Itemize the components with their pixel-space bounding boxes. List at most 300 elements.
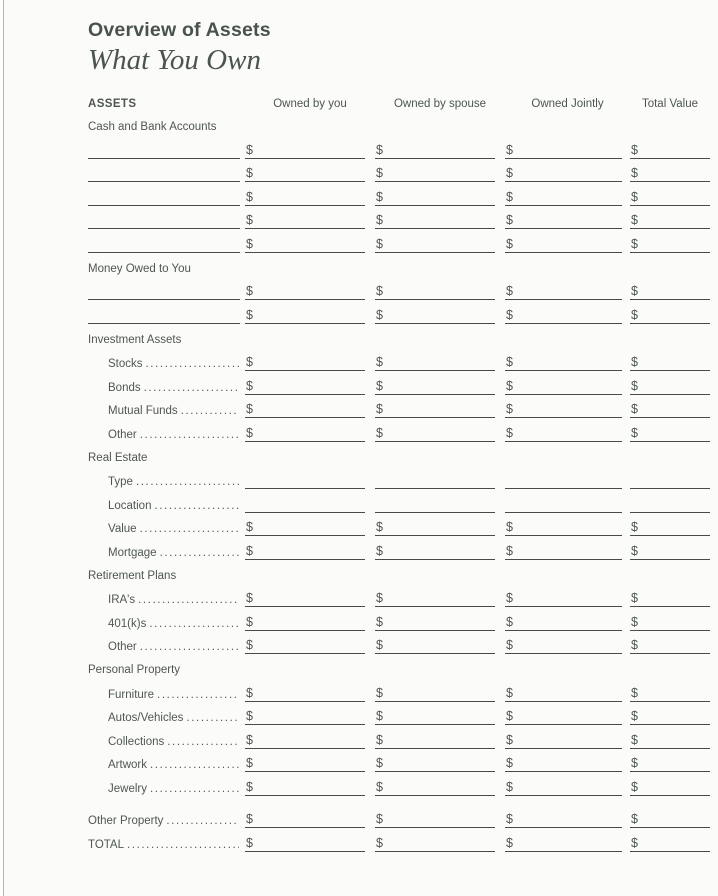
row-label-text: Mutual Funds — [108, 405, 178, 417]
dotted-leader — [166, 815, 239, 827]
form-section — [88, 805, 710, 852]
dollar-sign: $ — [506, 166, 513, 180]
dotted-leader — [160, 547, 239, 559]
dollar-sign: $ — [376, 543, 383, 558]
amount-field[interactable] — [505, 776, 622, 796]
amount-field[interactable] — [375, 808, 495, 828]
table-row — [88, 418, 710, 442]
dollar-sign: $ — [376, 307, 383, 322]
amount-field[interactable] — [505, 186, 622, 206]
form-section — [88, 333, 710, 442]
dotted-leader — [181, 405, 239, 417]
dollar-sign: $ — [631, 709, 638, 723]
row-label — [88, 618, 245, 631]
dollar-sign: $ — [246, 779, 253, 794]
amount-field[interactable] — [505, 351, 622, 371]
form-section — [88, 262, 710, 324]
row-label — [88, 523, 245, 536]
amount-field[interactable] — [630, 422, 710, 442]
dollar-sign: $ — [506, 732, 513, 747]
table-row — [88, 182, 710, 206]
table-row — [88, 206, 710, 230]
entry-field[interactable] — [245, 469, 365, 489]
dotted-leader — [150, 783, 239, 795]
dollar-sign: $ — [376, 284, 383, 298]
row-label — [88, 712, 245, 725]
amount-field[interactable] — [630, 162, 710, 182]
amount-field[interactable] — [630, 587, 710, 607]
row-label-text: Stocks — [108, 358, 143, 370]
amount-field[interactable] — [245, 729, 365, 749]
table-row — [88, 678, 710, 702]
amount-field[interactable] — [375, 587, 495, 607]
dollar-sign: $ — [631, 378, 638, 393]
amount-field[interactable] — [630, 682, 710, 702]
dollar-sign: $ — [506, 638, 513, 652]
amount-field[interactable] — [375, 139, 495, 159]
dotted-leader — [146, 358, 239, 370]
amount-field[interactable] — [630, 280, 710, 300]
dollar-sign: $ — [506, 355, 513, 369]
amount-field[interactable] — [375, 832, 495, 852]
dollar-sign: $ — [506, 835, 513, 850]
amount-field[interactable] — [630, 398, 710, 418]
amount-field[interactable] — [630, 752, 710, 772]
entry-field[interactable] — [375, 469, 495, 489]
row-label — [88, 689, 245, 702]
dollar-sign: $ — [246, 732, 253, 747]
amount-field[interactable] — [505, 398, 622, 418]
dollar-sign: $ — [246, 236, 253, 251]
dollar-sign: $ — [246, 355, 253, 369]
row-label-text: Value — [108, 523, 137, 535]
dollar-sign: $ — [631, 732, 638, 747]
dollar-sign: $ — [506, 378, 513, 393]
dollar-sign: $ — [376, 425, 383, 440]
amount-field[interactable] — [375, 304, 495, 324]
dollar-sign: $ — [631, 835, 638, 850]
dollar-sign: $ — [376, 402, 383, 416]
dotted-leader — [144, 382, 239, 394]
dollar-sign: $ — [376, 779, 383, 794]
amount-field[interactable] — [245, 634, 365, 654]
table-row — [88, 607, 710, 631]
row-label-text: Artwork — [108, 759, 147, 771]
entry-field[interactable] — [630, 469, 710, 489]
entry-field[interactable] — [630, 493, 710, 513]
amount-field[interactable] — [505, 752, 622, 772]
amount-field[interactable] — [505, 209, 622, 229]
table-row — [88, 277, 710, 301]
amount-field[interactable] — [375, 705, 495, 725]
amount-field[interactable] — [245, 351, 365, 371]
dollar-sign: $ — [631, 756, 638, 770]
row-label — [88, 429, 245, 442]
row-label-text: Mortgage — [108, 546, 157, 559]
page-title: Overview of Assets — [88, 19, 271, 41]
table-row — [88, 348, 710, 372]
dotted-leader — [140, 641, 239, 653]
dollar-sign: $ — [376, 638, 383, 652]
amount-field[interactable] — [505, 611, 622, 631]
dollar-sign: $ — [376, 213, 383, 227]
dollar-sign: $ — [506, 520, 513, 534]
row-label — [88, 594, 245, 607]
dollar-sign: $ — [631, 812, 638, 826]
dollar-sign: $ — [506, 614, 513, 629]
amount-field[interactable] — [630, 776, 710, 796]
amount-field[interactable] — [375, 540, 495, 560]
dollar-sign: $ — [376, 709, 383, 723]
table-row — [88, 805, 710, 829]
asset-name-field[interactable] — [88, 282, 240, 300]
amount-field[interactable] — [245, 162, 365, 182]
dollar-sign: $ — [246, 378, 253, 393]
amount-field[interactable] — [505, 516, 622, 536]
dollar-sign: $ — [506, 685, 513, 700]
section-heading: Retirement Plans — [88, 569, 177, 582]
dollar-sign: $ — [376, 835, 383, 850]
amount-field[interactable] — [245, 516, 365, 536]
dollar-sign: $ — [376, 378, 383, 393]
amount-field[interactable] — [630, 705, 710, 725]
dollar-sign: $ — [631, 213, 638, 227]
amount-field[interactable] — [375, 209, 495, 229]
table-row — [88, 749, 710, 773]
amount-field[interactable] — [245, 186, 365, 206]
row-label-text: Type — [108, 476, 133, 488]
entry-field[interactable] — [375, 493, 495, 513]
dollar-sign: $ — [376, 756, 383, 770]
amount-field[interactable] — [375, 752, 495, 772]
dollar-sign: $ — [246, 614, 253, 629]
amount-field[interactable] — [505, 705, 622, 725]
amount-field[interactable] — [245, 139, 365, 159]
table-row — [88, 371, 710, 395]
row-label-text: Other Property — [88, 815, 164, 827]
dollar-sign: $ — [631, 355, 638, 369]
page-subtitle: What You Own — [88, 44, 261, 76]
table-row — [88, 631, 710, 655]
dollar-sign: $ — [506, 213, 513, 227]
amount-field[interactable] — [630, 233, 710, 253]
row-label-text: IRA's — [108, 594, 136, 606]
dollar-sign: $ — [246, 685, 253, 700]
column-header-owned-by-spouse: Owned by spouse — [393, 98, 487, 110]
amount-field[interactable] — [505, 832, 622, 852]
amount-field[interactable] — [630, 634, 710, 654]
dotted-leader — [186, 712, 239, 724]
row-label-text: Other — [108, 641, 137, 653]
amount-field[interactable] — [375, 233, 495, 253]
dollar-sign: $ — [246, 142, 253, 157]
dollar-sign: $ — [506, 709, 513, 723]
dollar-sign: $ — [506, 425, 513, 440]
asset-name-field[interactable] — [88, 306, 240, 324]
dollar-sign: $ — [246, 756, 253, 770]
dollar-sign: $ — [631, 402, 638, 416]
asset-name-field[interactable] — [88, 188, 240, 206]
amount-field[interactable] — [505, 540, 622, 560]
amount-field[interactable] — [375, 351, 495, 371]
dollar-sign: $ — [246, 835, 253, 850]
amount-field[interactable] — [630, 139, 710, 159]
dollar-sign: $ — [631, 284, 638, 298]
amount-field[interactable] — [505, 634, 622, 654]
dotted-leader — [150, 759, 239, 771]
row-label — [88, 736, 245, 749]
table-row — [88, 536, 710, 560]
amount-field[interactable] — [505, 139, 622, 159]
row-label-text: TOTAL — [88, 838, 124, 851]
amount-field[interactable] — [245, 705, 365, 725]
amount-field[interactable] — [245, 398, 365, 418]
amount-field[interactable] — [245, 682, 365, 702]
row-label-text: Bonds — [108, 381, 141, 394]
section-heading: Investment Assets — [88, 333, 182, 346]
amount-field[interactable] — [375, 776, 495, 796]
asset-name-field[interactable] — [88, 141, 240, 159]
dollar-sign: $ — [246, 425, 253, 440]
asset-name-field[interactable] — [88, 164, 240, 182]
dollar-sign: $ — [246, 520, 253, 534]
dotted-leader — [140, 429, 239, 441]
dollar-sign: $ — [506, 812, 513, 826]
dollar-sign: $ — [376, 520, 383, 534]
table-header-row — [88, 97, 710, 111]
dollar-sign: $ — [631, 307, 638, 322]
dollar-sign: $ — [246, 307, 253, 322]
row-label — [88, 641, 245, 654]
amount-field[interactable] — [375, 516, 495, 536]
table-row — [88, 828, 710, 852]
column-header-owned-by-you: Owned by you — [273, 98, 347, 110]
amount-field[interactable] — [630, 611, 710, 631]
section-heading: Real Estate — [88, 451, 148, 464]
amount-field[interactable] — [375, 375, 495, 395]
amount-field[interactable] — [245, 808, 365, 828]
dotted-leader — [149, 618, 239, 630]
amount-field[interactable] — [375, 162, 495, 182]
row-label-text: Autos/Vehicles — [108, 712, 184, 724]
amount-field[interactable] — [245, 209, 365, 229]
amount-field[interactable] — [505, 162, 622, 182]
asset-name-field[interactable] — [88, 235, 240, 253]
amount-field[interactable] — [245, 233, 365, 253]
amount-field[interactable] — [245, 752, 365, 772]
entry-field[interactable] — [505, 469, 622, 489]
form-section — [88, 120, 710, 253]
amount-field[interactable] — [375, 729, 495, 749]
form-section — [88, 663, 710, 796]
dotted-leader — [136, 476, 239, 488]
amount-field[interactable] — [630, 209, 710, 229]
table-row — [88, 702, 710, 726]
dollar-sign: $ — [631, 591, 638, 605]
amount-field[interactable] — [630, 375, 710, 395]
dollar-sign: $ — [376, 812, 383, 826]
table-row — [88, 229, 710, 253]
dollar-sign: $ — [631, 638, 638, 652]
dollar-sign: $ — [631, 520, 638, 534]
amount-field[interactable] — [630, 304, 710, 324]
asset-overview-form-page — [3, 0, 718, 896]
table-row — [88, 159, 710, 183]
table-row — [88, 466, 710, 490]
dollar-sign: $ — [246, 189, 253, 204]
dollar-sign: $ — [631, 166, 638, 180]
amount-field[interactable] — [630, 729, 710, 749]
amount-field[interactable] — [630, 516, 710, 536]
dollar-sign: $ — [506, 402, 513, 416]
row-label — [88, 405, 245, 418]
dotted-leader — [127, 839, 239, 851]
dollar-sign: $ — [246, 402, 253, 416]
dollar-sign: $ — [506, 189, 513, 204]
table-row — [88, 725, 710, 749]
column-header-total-value: Total Value — [641, 98, 699, 110]
dollar-sign: $ — [506, 756, 513, 770]
dotted-leader — [154, 500, 239, 512]
form-section — [88, 451, 710, 560]
amount-field[interactable] — [375, 422, 495, 442]
amount-field[interactable] — [375, 280, 495, 300]
amount-field[interactable] — [630, 186, 710, 206]
amount-field[interactable] — [375, 634, 495, 654]
table-row — [88, 584, 710, 608]
dollar-sign: $ — [631, 189, 638, 204]
dollar-sign: $ — [631, 543, 638, 558]
form-body — [88, 120, 710, 852]
dollar-sign: $ — [506, 779, 513, 794]
column-header-assets: ASSETS — [88, 98, 137, 110]
dollar-sign: $ — [246, 812, 253, 826]
row-label — [88, 839, 245, 852]
row-label — [88, 815, 245, 828]
row-label-text: Collections — [108, 735, 165, 748]
dotted-leader — [167, 736, 239, 748]
amount-field[interactable] — [245, 611, 365, 631]
amount-field[interactable] — [245, 280, 365, 300]
dollar-sign: $ — [246, 591, 253, 605]
dollar-sign: $ — [246, 638, 253, 652]
amount-field[interactable] — [505, 587, 622, 607]
amount-field[interactable] — [245, 540, 365, 560]
dollar-sign: $ — [506, 284, 513, 298]
dollar-sign: $ — [506, 236, 513, 251]
dollar-sign: $ — [246, 709, 253, 723]
amount-field[interactable] — [630, 832, 710, 852]
amount-field[interactable] — [245, 422, 365, 442]
section-heading: Personal Property — [88, 664, 181, 676]
amount-field[interactable] — [375, 682, 495, 702]
entry-field[interactable] — [245, 493, 365, 513]
dollar-sign: $ — [631, 614, 638, 629]
amount-field[interactable] — [245, 304, 365, 324]
dotted-leader — [157, 689, 239, 701]
amount-field[interactable] — [245, 375, 365, 395]
dollar-sign: $ — [376, 685, 383, 700]
dollar-sign: $ — [376, 236, 383, 251]
row-label — [88, 759, 245, 772]
table-row — [88, 513, 710, 537]
table-row — [88, 300, 710, 324]
dollar-sign: $ — [631, 236, 638, 251]
amount-field[interactable] — [505, 729, 622, 749]
amount-field[interactable] — [375, 398, 495, 418]
amount-field[interactable] — [505, 233, 622, 253]
dollar-sign: $ — [246, 213, 253, 227]
dollar-sign: $ — [376, 189, 383, 204]
amount-field[interactable] — [630, 540, 710, 560]
row-label-text: Other — [108, 428, 137, 441]
row-label — [88, 783, 245, 796]
section-heading: Money Owed to You — [88, 262, 191, 275]
dollar-sign: $ — [376, 142, 383, 157]
dollar-sign: $ — [246, 166, 253, 180]
dollar-sign: $ — [376, 355, 383, 369]
amount-field[interactable] — [630, 351, 710, 371]
amount-field[interactable] — [375, 611, 495, 631]
dollar-sign: $ — [246, 543, 253, 558]
dollar-sign: $ — [506, 142, 513, 157]
dollar-sign: $ — [376, 732, 383, 747]
amount-field[interactable] — [505, 808, 622, 828]
entry-field[interactable] — [505, 493, 622, 513]
amount-field[interactable] — [245, 832, 365, 852]
table-row — [88, 395, 710, 419]
dollar-sign: $ — [631, 142, 638, 157]
dollar-sign: $ — [506, 543, 513, 558]
form-content — [4, 0, 718, 852]
row-label-text: 401(k)s — [108, 617, 147, 630]
dollar-sign: $ — [246, 284, 253, 298]
amount-field[interactable] — [245, 587, 365, 607]
row-label — [88, 382, 245, 395]
dollar-sign: $ — [506, 307, 513, 322]
amount-field[interactable] — [505, 682, 622, 702]
dotted-leader — [138, 594, 239, 606]
row-label-text: Furniture — [108, 688, 155, 701]
amount-field[interactable] — [505, 304, 622, 324]
row-label — [88, 476, 245, 489]
form-section — [88, 569, 710, 655]
amount-field[interactable] — [505, 280, 622, 300]
dollar-sign: $ — [376, 614, 383, 629]
dollar-sign: $ — [376, 591, 383, 605]
dollar-sign: $ — [631, 685, 638, 700]
section-heading: Cash and Bank Accounts — [88, 121, 217, 133]
row-label — [88, 500, 245, 513]
amount-field[interactable] — [505, 422, 622, 442]
amount-field[interactable] — [505, 375, 622, 395]
table-row — [88, 489, 710, 513]
table-row — [88, 772, 710, 796]
table-row — [88, 135, 710, 159]
amount-field[interactable] — [245, 776, 365, 796]
dollar-sign: $ — [631, 779, 638, 794]
row-label — [88, 547, 245, 560]
column-header-owned-jointly: Owned Jointly — [531, 98, 604, 110]
amount-field[interactable] — [630, 808, 710, 828]
dotted-leader — [140, 523, 239, 535]
amount-field[interactable] — [375, 186, 495, 206]
row-label-text: Location — [108, 499, 152, 512]
asset-name-field[interactable] — [88, 211, 240, 229]
dollar-sign: $ — [631, 425, 638, 440]
dollar-sign: $ — [376, 166, 383, 180]
dollar-sign: $ — [506, 591, 513, 605]
